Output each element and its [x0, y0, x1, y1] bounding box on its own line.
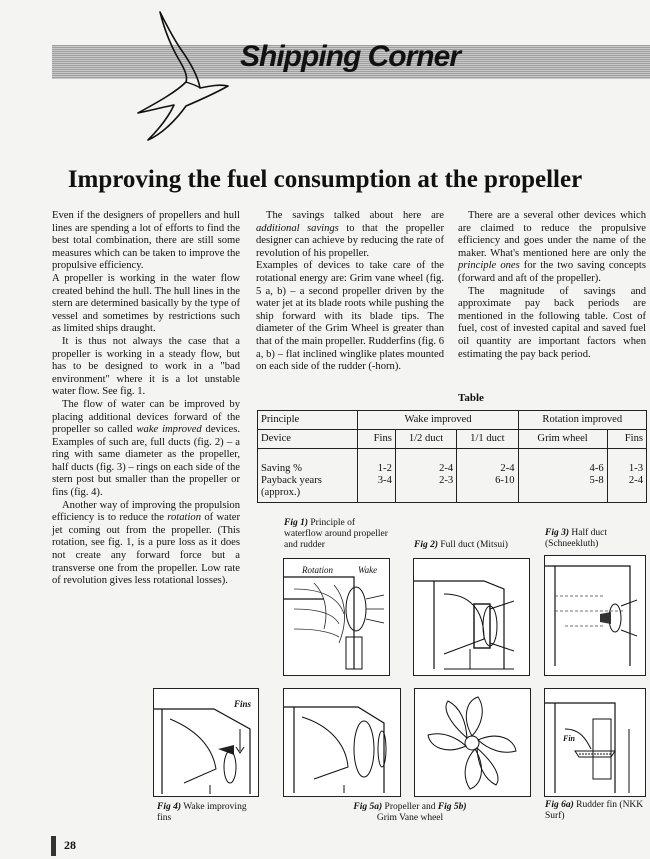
table-cell: Fins	[607, 430, 646, 449]
waterflow-diagram	[284, 559, 389, 675]
label-rotation: Rotation	[302, 565, 333, 575]
figure-5b-grim-wheel	[414, 688, 531, 797]
figure-caption: Fig 6a) Rudder fin (NKK Surf)	[545, 800, 644, 821]
article-column-3	[458, 210, 646, 361]
table-row	[258, 449, 647, 503]
paragraph: Even if the designers of propellers and hull lines are spending a lot of efforts to find the best total combination, there are still some measures which can be taken to improve the propulsive efficiency.	[52, 210, 240, 272]
seagull-logo	[128, 10, 238, 145]
figure-caption: Fig 2) Full duct (Mitsui)	[414, 540, 508, 550]
table-cell: 1/2 duct	[395, 430, 456, 449]
section-title: Shipping Corner	[240, 40, 460, 73]
emphasis: rotation	[167, 512, 201, 524]
figure-caption: Fig 1) Principle of waterflow around propeller and rudder	[284, 518, 388, 550]
savings-table	[257, 410, 647, 503]
paragraph: The magnitude of savings and approximate pay back periods are mentioned in the following table. Cost of fuel, cost of invested capital and saved fuel oil quantity are important factors when estimating the pay back period.	[458, 285, 646, 360]
table-cell: 2-4 2-3	[395, 449, 456, 503]
propeller-diagram	[284, 689, 400, 796]
table-cell: 4-6 5-8	[518, 449, 607, 503]
paragraph: A propeller is working in the water flow created behind the hull. The hull lines in the stern are determined basically by the type of vessel and sometimes by restrictions such as limited ships draught.	[52, 272, 240, 335]
figure-caption: Fig 5a) Propeller and Fig 5b) Grim Vane wheel	[353, 802, 467, 823]
rudder-fin-diagram	[545, 689, 645, 796]
emphasis: wake improved	[136, 424, 202, 436]
table-title: Table	[458, 392, 484, 404]
table-cell: 1-2 3-4	[358, 449, 395, 503]
page-number: 28	[64, 838, 76, 852]
table-cell: Wake improved	[358, 411, 518, 430]
table-cell: Principle	[258, 411, 358, 430]
figure-2-full-duct	[413, 558, 530, 676]
paragraph: It is thus not always the case that a propeller is working in a steady flow, but has to be designed to work in a "bad environment" where it is a lot unstable water flow. See fig. 1.	[52, 335, 240, 398]
label-fins: Fins	[234, 699, 252, 709]
full-duct-diagram	[414, 559, 529, 675]
table-row	[258, 411, 647, 430]
paragraph: Another way of improving the propulsion efficiency is to reduce the rotation of water jet coming out from the propeller. (This rotation, see fig. 1, is a pure loss as it does not create any forward force but a transverse one from the propeller. Low rate of revolution gives less rotational losses).	[52, 499, 240, 587]
figure-4-wake-fins	[153, 688, 259, 797]
label-wake: Wake	[358, 565, 378, 575]
table-cell: 1-3 2-4	[607, 449, 646, 503]
half-duct-diagram	[545, 556, 645, 675]
article-column-1	[52, 210, 240, 588]
table-cell: Device	[258, 430, 358, 449]
figure-1-waterflow	[283, 558, 390, 676]
figure-caption: Fig 3) Half duct (Schneekluth)	[545, 528, 608, 549]
table-cell: Fins	[358, 430, 395, 449]
table-row	[258, 430, 647, 449]
grim-wheel-diagram	[415, 689, 530, 796]
article-title: Improving the fuel consumption at the propeller	[67, 166, 583, 193]
table-cell: Rotation improved	[518, 411, 646, 430]
paragraph: The flow of water can be improved by placing additional devices forward of the propeller so called wake improved devices. Examples of such are, full ducts (fig. 2) – a ring with same diameter as the propeller, half ducts (fig. 3) – rings on each side of the stern post but smaller than the propeller or fins (fig. 4).	[52, 398, 240, 499]
table-cell: 1/1 duct	[457, 430, 518, 449]
paragraph: Examples of devices to take care of the rotational energy are: Grim vane wheel (fig. 5 a, b) – a second propeller driven by the water jet at its blade roots while pushing the ship forward with its blade tips. The diameter of the Grim Wheel is greater than that of the main propeller. Rudderfins (fig. 6 a, b) – flat inclined winglike plates mounted on each side of the rudder (-horn).	[256, 260, 444, 373]
label-fin: Fin	[563, 734, 576, 743]
page-number-bar	[51, 836, 56, 856]
emphasis: additional savings	[256, 222, 339, 234]
figure-3-half-duct	[544, 555, 646, 676]
paragraph: The savings talked about here are additional savings to that the propeller designer can achieve by reducing the rate of revolution of his propeller.	[256, 210, 444, 259]
figure-5a-propeller	[283, 688, 401, 797]
article-column-2	[256, 210, 444, 374]
paragraph: There are a several other devices which are claimed to reduce the propulsive efficiency and goes under the name of the maker. What's mentioned here are only the principle ones for the two saving concepts (forward and aft of the propeller).	[458, 210, 646, 284]
table-cell: Saving % Payback years (approx.)	[258, 449, 358, 503]
figure-6a-rudder-fin	[544, 688, 646, 797]
table-cell: Grim wheel	[518, 430, 607, 449]
figure-caption: Fig 4) Wake improving fins	[157, 802, 247, 823]
emphasis: principle ones	[458, 260, 520, 272]
table-cell: 2-4 6-10	[457, 449, 518, 503]
